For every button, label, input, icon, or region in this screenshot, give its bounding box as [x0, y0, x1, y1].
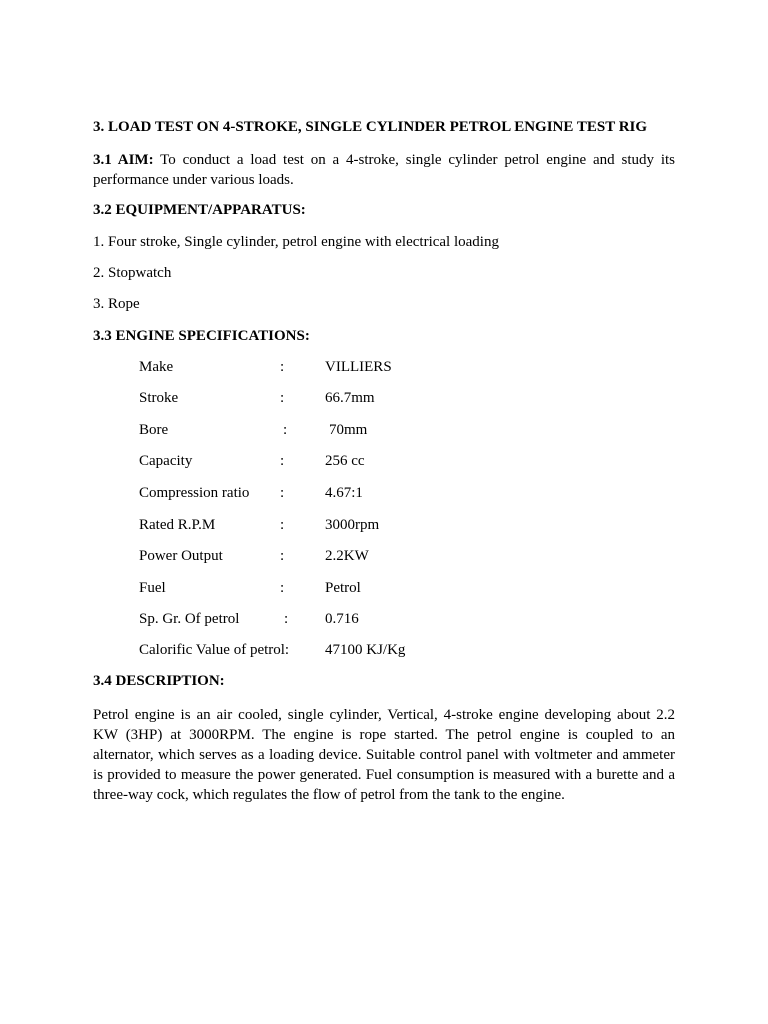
equipment-item: 2. Stopwatch: [93, 265, 172, 281]
description-heading: 3.4 DESCRIPTION:: [93, 673, 225, 689]
spec-colon: :: [280, 485, 285, 501]
equipment-item: 1. Four stroke, Single cylinder, petrol engine with electrical loading: [93, 234, 499, 250]
spec-colon: :: [280, 359, 285, 375]
description-paragraph: Petrol engine is an air cooled, single cylinder, Vertical, 4-stroke engine developing about 2.2 KW (3HP) at 3000RPM. The engine is rope started. The petrol engine is coupled to an alternator, which serves as a loading device. Suitable control panel with voltmeter and ammeter is provided to measure the power generated. Fuel consumption is measured with a burette and a three-way cock, which regulates the flow of petrol from the tank to the engine.: [93, 707, 675, 803]
aim-text: To conduct a load test on a 4-stroke, single cylinder petrol engine and study its performance under various loads.: [93, 152, 675, 188]
spec-colon: :: [280, 453, 285, 469]
document-title: 3. LOAD TEST ON 4-STROKE, SINGLE CYLINDER PETROL ENGINE TEST RIG: [93, 119, 648, 135]
spec-label: Stroke: [139, 390, 179, 406]
spec-value: 47100 KJ/Kg: [325, 642, 406, 658]
aim-label: 3.1 AIM:: [93, 152, 154, 168]
spec-value: 70mm: [329, 422, 368, 438]
spec-value: 2.2KW: [325, 548, 369, 564]
spec-value: 4.67:1: [325, 485, 363, 501]
spec-value: 256 cc: [325, 453, 365, 469]
spec-label: Capacity: [139, 453, 193, 469]
spec-value: 0.716: [325, 611, 359, 627]
spec-label: Compression ratio: [139, 485, 250, 501]
spec-label: Power Output: [139, 548, 223, 564]
spec-label: Rated R.P.M: [139, 517, 216, 533]
spec-colon: :: [283, 422, 288, 438]
specifications-heading: 3.3 ENGINE SPECIFICATIONS:: [93, 328, 310, 344]
spec-value: 66.7mm: [325, 390, 375, 406]
equipment-heading: 3.2 EQUIPMENT/APPARATUS:: [93, 202, 306, 218]
spec-value: 3000rpm: [325, 517, 380, 533]
spec-label: Sp. Gr. Of petrol: [139, 611, 240, 627]
spec-value: Petrol: [325, 580, 361, 596]
spec-colon: :: [280, 580, 285, 596]
spec-value: VILLIERS: [325, 359, 392, 375]
spec-label: Calorific Value of petrol:: [139, 642, 290, 658]
spec-label: Fuel: [139, 580, 166, 596]
spec-colon: :: [280, 548, 285, 564]
spec-label: Make: [139, 359, 174, 375]
spec-colon: :: [280, 390, 285, 406]
spec-label: Bore: [139, 422, 169, 438]
aim-paragraph: [93, 150, 675, 190]
equipment-item: 3. Rope: [93, 296, 140, 312]
spec-colon: :: [280, 517, 285, 533]
spec-colon: :: [284, 611, 289, 627]
